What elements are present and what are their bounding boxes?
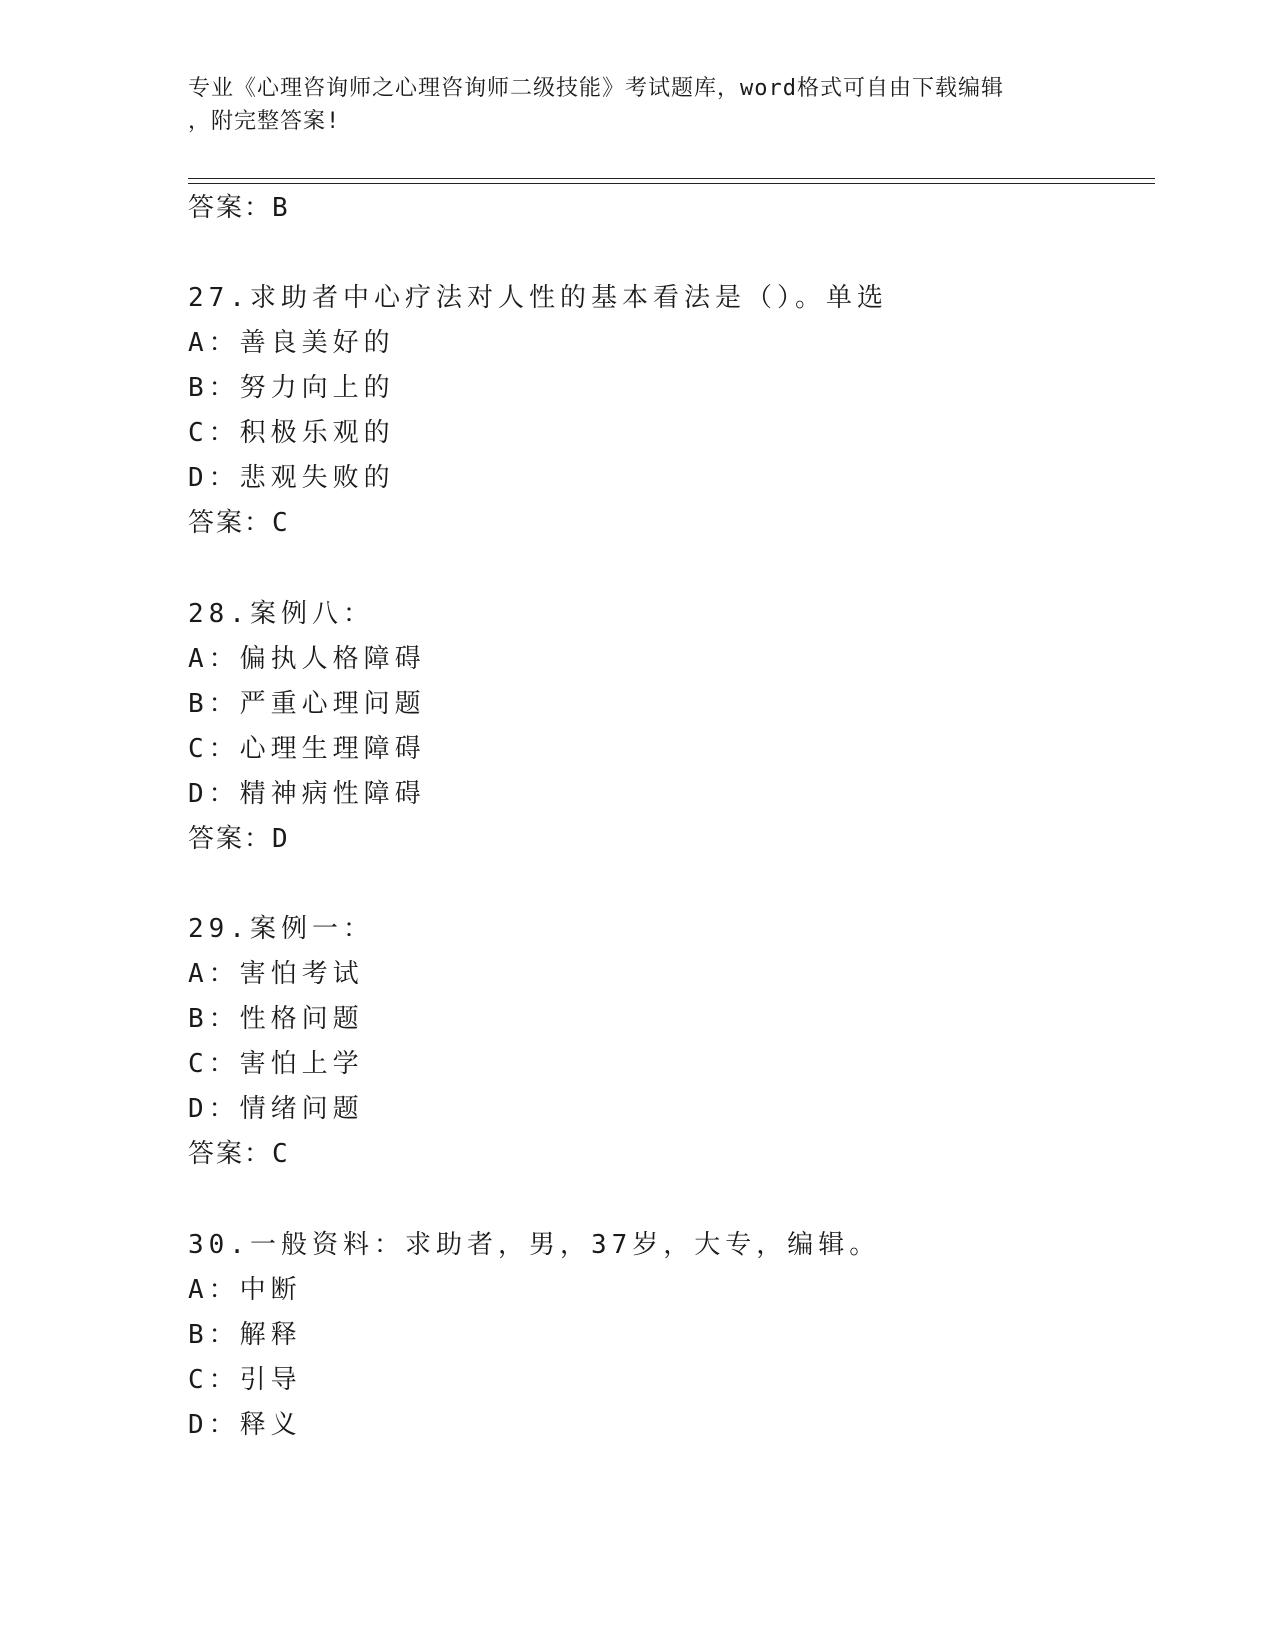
option-a: A：害怕考试 [188,959,364,989]
answer-line: 答案：C [188,508,290,538]
answer-line: 答案：B [188,193,290,223]
option-b: B：严重心理问题 [188,689,426,719]
page-header-line-1: 专业《心理咨询师之心理咨询师二级技能》考试题库，word格式可自由下载编辑 [188,76,1004,101]
answer-line: 答案：D [188,824,290,854]
option-a: A：中断 [188,1275,302,1305]
question-29: 29.案例一： [188,914,374,944]
option-d: D：释义 [188,1410,302,1440]
header-divider-top [188,178,1155,179]
option-c: C：引导 [188,1365,302,1395]
option-b: B：性格问题 [188,1004,364,1034]
option-b: B：努力向上的 [188,373,395,403]
option-c: C：心理生理障碍 [188,734,426,764]
option-c: C：害怕上学 [188,1049,364,1079]
option-d: D：精神病性障碍 [188,779,426,809]
question-30: 30.一般资料：求助者，男，37岁，大专，编辑。 [188,1230,881,1260]
option-a: A：善良美好的 [188,328,395,358]
header-divider-bottom [188,183,1155,184]
question-27: 27.求助者中心疗法对人性的基本看法是（）。单选 [188,283,888,313]
option-c: C：积极乐观的 [188,418,395,448]
option-d: D：情绪问题 [188,1094,364,1124]
page-header-line-2: ，附完整答案! [188,109,341,134]
question-28: 28.案例八： [188,599,374,629]
option-a: A：偏执人格障碍 [188,644,426,674]
option-d: D：悲观失败的 [188,463,395,493]
option-b: B：解释 [188,1320,302,1350]
answer-line: 答案：C [188,1139,290,1169]
